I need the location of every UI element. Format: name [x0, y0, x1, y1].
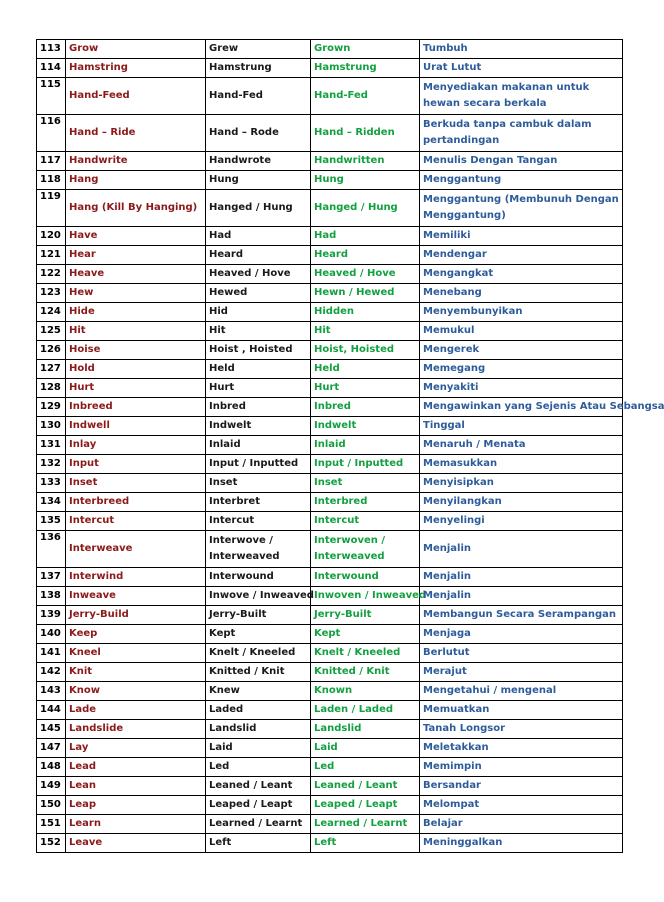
table-row — [37, 606, 623, 625]
row-number-cell: 142 — [37, 663, 66, 682]
meaning-cell: Mendengar — [420, 246, 623, 265]
past-participle-cell: Learned / Learnt — [311, 815, 420, 834]
past-participle-cell: Led — [311, 758, 420, 777]
base-form-cell: Leap — [66, 796, 206, 815]
table-row — [37, 190, 623, 227]
past-tense-cell: Hanged / Hung — [206, 190, 311, 227]
table-row — [37, 701, 623, 720]
meaning-cell: Berkuda tanpa cambuk dalam pertandingan — [420, 115, 623, 152]
table-row — [37, 360, 623, 379]
base-form-cell: Landslide — [66, 720, 206, 739]
past-participle-cell: Hit — [311, 322, 420, 341]
meaning-cell: Membangun Secara Serampangan — [420, 606, 623, 625]
row-number-cell: 138 — [37, 587, 66, 606]
meaning-cell: Menyilangkan — [420, 493, 623, 512]
row-number-cell: 136 — [37, 531, 66, 568]
past-tense-cell: Interwound — [206, 568, 311, 587]
base-form-cell: Lade — [66, 701, 206, 720]
meaning-cell: Menebang — [420, 284, 623, 303]
base-form-cell: Lay — [66, 739, 206, 758]
meaning-cell: Bersandar — [420, 777, 623, 796]
past-tense-cell: Heard — [206, 246, 311, 265]
meaning-cell: Menggantung — [420, 171, 623, 190]
meaning-cell: Memukul — [420, 322, 623, 341]
meaning-cell: Menggantung (Membunuh Dengan Menggantung) — [420, 190, 623, 227]
row-number-cell: 141 — [37, 644, 66, 663]
meaning-cell: Mengerek — [420, 341, 623, 360]
row-number-cell: 114 — [37, 59, 66, 78]
past-tense-cell: Hand-Fed — [206, 78, 311, 115]
row-number-cell: 132 — [37, 455, 66, 474]
base-form-cell: Indwell — [66, 417, 206, 436]
row-number-cell: 118 — [37, 171, 66, 190]
base-form-cell: Hurt — [66, 379, 206, 398]
past-participle-cell: Held — [311, 360, 420, 379]
past-tense-cell: Hung — [206, 171, 311, 190]
table-row — [37, 78, 623, 115]
table-row — [37, 59, 623, 78]
past-participle-cell: Hanged / Hung — [311, 190, 420, 227]
row-number-cell: 149 — [37, 777, 66, 796]
table-row — [37, 758, 623, 777]
past-participle-cell: Leaped / Leapt — [311, 796, 420, 815]
base-form-cell: Have — [66, 227, 206, 246]
meaning-cell: Merajut — [420, 663, 623, 682]
past-tense-cell: Inbred — [206, 398, 311, 417]
past-participle-cell: Hoist, Hoisted — [311, 341, 420, 360]
table-row — [37, 303, 623, 322]
row-number-cell: 126 — [37, 341, 66, 360]
past-participle-cell: Intercut — [311, 512, 420, 531]
base-form-cell: Hold — [66, 360, 206, 379]
past-tense-cell: Inlaid — [206, 436, 311, 455]
meaning-cell: Memasukkan — [420, 455, 623, 474]
base-form-cell: Leave — [66, 834, 206, 853]
row-number-cell: 116 — [37, 115, 66, 152]
past-participle-cell: Interbred — [311, 493, 420, 512]
past-participle-cell: Handwritten — [311, 152, 420, 171]
table-row — [37, 512, 623, 531]
past-participle-cell: Knitted / Knit — [311, 663, 420, 682]
past-participle-cell: Interwoven / Interweaved — [311, 531, 420, 568]
meaning-cell: Meletakkan — [420, 739, 623, 758]
past-tense-cell: Input / Inputted — [206, 455, 311, 474]
past-tense-cell: Hewed — [206, 284, 311, 303]
past-tense-cell: Hand – Rode — [206, 115, 311, 152]
base-form-cell: Hew — [66, 284, 206, 303]
past-tense-cell: Interwove / Interweaved — [206, 531, 311, 568]
past-tense-cell: Had — [206, 227, 311, 246]
row-number-cell: 152 — [37, 834, 66, 853]
base-form-cell: Inweave — [66, 587, 206, 606]
base-form-cell: Hoise — [66, 341, 206, 360]
past-tense-cell: Led — [206, 758, 311, 777]
table-row — [37, 777, 623, 796]
meaning-cell: Menyembunyikan — [420, 303, 623, 322]
row-number-cell: 134 — [37, 493, 66, 512]
past-tense-cell: Held — [206, 360, 311, 379]
base-form-cell: Knit — [66, 663, 206, 682]
base-form-cell: Learn — [66, 815, 206, 834]
base-form-cell: Hide — [66, 303, 206, 322]
past-participle-cell: Heaved / Hove — [311, 265, 420, 284]
base-form-cell: Hang — [66, 171, 206, 190]
past-participle-cell: Knelt / Kneeled — [311, 644, 420, 663]
past-participle-cell: Known — [311, 682, 420, 701]
base-form-cell: Inbreed — [66, 398, 206, 417]
meaning-cell: Berlutut — [420, 644, 623, 663]
meaning-cell: Mengawinkan yang Sejenis Atau Sebangsa — [420, 398, 623, 417]
table-row — [37, 625, 623, 644]
row-number-cell: 150 — [37, 796, 66, 815]
base-form-cell: Hear — [66, 246, 206, 265]
past-participle-cell: Indwelt — [311, 417, 420, 436]
base-form-cell: Kneel — [66, 644, 206, 663]
past-participle-cell: Grown — [311, 40, 420, 59]
past-tense-cell: Laid — [206, 739, 311, 758]
verbs-table-body — [37, 40, 664, 853]
past-participle-cell: Hung — [311, 171, 420, 190]
meaning-cell: Menyelingi — [420, 512, 623, 531]
meaning-cell: Menulis Dengan Tangan — [420, 152, 623, 171]
meaning-cell: Melompat — [420, 796, 623, 815]
meaning-cell: Menjalin — [420, 531, 623, 568]
past-participle-cell: Input / Inputted — [311, 455, 420, 474]
past-tense-cell: Leaned / Leant — [206, 777, 311, 796]
row-number-cell: 131 — [37, 436, 66, 455]
past-tense-cell: Kept — [206, 625, 311, 644]
row-number-cell: 133 — [37, 474, 66, 493]
row-number-cell: 148 — [37, 758, 66, 777]
row-number-cell: 121 — [37, 246, 66, 265]
row-number-cell: 117 — [37, 152, 66, 171]
table-row — [37, 436, 623, 455]
past-participle-cell: Hurt — [311, 379, 420, 398]
past-tense-cell: Intercut — [206, 512, 311, 531]
table-row — [37, 815, 623, 834]
meaning-cell: Memiliki — [420, 227, 623, 246]
past-tense-cell: Left — [206, 834, 311, 853]
table-row — [37, 644, 623, 663]
past-participle-cell: Inlaid — [311, 436, 420, 455]
past-participle-cell: Laden / Laded — [311, 701, 420, 720]
past-participle-cell: Inbred — [311, 398, 420, 417]
past-tense-cell: Hid — [206, 303, 311, 322]
base-form-cell: Hand-Feed — [66, 78, 206, 115]
row-number-cell: 145 — [37, 720, 66, 739]
table-row — [37, 663, 623, 682]
past-tense-cell: Knelt / Kneeled — [206, 644, 311, 663]
past-tense-cell: Knew — [206, 682, 311, 701]
row-number-cell: 151 — [37, 815, 66, 834]
past-participle-cell: Left — [311, 834, 420, 853]
past-tense-cell: Hoist , Hoisted — [206, 341, 311, 360]
past-participle-cell: Jerry-Built — [311, 606, 420, 625]
row-number-cell: 128 — [37, 379, 66, 398]
past-tense-cell: Inset — [206, 474, 311, 493]
base-form-cell: Input — [66, 455, 206, 474]
table-row — [37, 568, 623, 587]
meaning-cell: Memimpin — [420, 758, 623, 777]
table-row — [37, 796, 623, 815]
meaning-cell: Memegang — [420, 360, 623, 379]
past-participle-cell: Inset — [311, 474, 420, 493]
row-number-cell: 125 — [37, 322, 66, 341]
table-row — [37, 834, 623, 853]
past-tense-cell: Knitted / Knit — [206, 663, 311, 682]
row-number-cell: 115 — [37, 78, 66, 115]
table-row — [37, 115, 623, 152]
table-row — [37, 739, 623, 758]
row-number-cell: 122 — [37, 265, 66, 284]
past-participle-cell: Landslid — [311, 720, 420, 739]
past-tense-cell: Hit — [206, 322, 311, 341]
row-number-cell: 147 — [37, 739, 66, 758]
table-row — [37, 493, 623, 512]
past-tense-cell: Inwove / Inweaved — [206, 587, 311, 606]
table-row — [37, 587, 623, 606]
past-tense-cell: Hamstrung — [206, 59, 311, 78]
base-form-cell: Handwrite — [66, 152, 206, 171]
meaning-cell: Belajar — [420, 815, 623, 834]
table-row — [37, 227, 623, 246]
past-participle-cell: Leaned / Leant — [311, 777, 420, 796]
base-form-cell: Interbreed — [66, 493, 206, 512]
meaning-cell: Tanah Longsor — [420, 720, 623, 739]
row-number-cell: 130 — [37, 417, 66, 436]
past-tense-cell: Hurt — [206, 379, 311, 398]
past-participle-cell: Laid — [311, 739, 420, 758]
table-row — [37, 379, 623, 398]
base-form-cell: Inset — [66, 474, 206, 493]
meaning-cell: Urat Lutut — [420, 59, 623, 78]
meaning-cell: Menjalin — [420, 568, 623, 587]
meaning-cell: Memuatkan — [420, 701, 623, 720]
table-row — [37, 341, 623, 360]
meaning-cell: Tumbuh — [420, 40, 623, 59]
base-form-cell: Hamstring — [66, 59, 206, 78]
past-tense-cell: Interbret — [206, 493, 311, 512]
past-participle-cell: Kept — [311, 625, 420, 644]
base-form-cell: Hand – Ride — [66, 115, 206, 152]
past-tense-cell: Heaved / Hove — [206, 265, 311, 284]
past-tense-cell: Handwrote — [206, 152, 311, 171]
base-form-cell: Hit — [66, 322, 206, 341]
table-row — [37, 682, 623, 701]
row-number-cell: 113 — [37, 40, 66, 59]
past-participle-cell: Hidden — [311, 303, 420, 322]
row-number-cell: 137 — [37, 568, 66, 587]
row-number-cell: 123 — [37, 284, 66, 303]
row-number-cell: 129 — [37, 398, 66, 417]
row-number-cell: 135 — [37, 512, 66, 531]
meaning-cell: Menjaga — [420, 625, 623, 644]
irregular-verbs-table — [36, 39, 664, 853]
base-form-cell: Keep — [66, 625, 206, 644]
past-participle-cell: Hamstrung — [311, 59, 420, 78]
base-form-cell: Know — [66, 682, 206, 701]
past-tense-cell: Leaped / Leapt — [206, 796, 311, 815]
base-form-cell: Interwind — [66, 568, 206, 587]
table-row — [37, 720, 623, 739]
table-row — [37, 265, 623, 284]
past-participle-cell: Had — [311, 227, 420, 246]
row-number-cell: 124 — [37, 303, 66, 322]
table-row — [37, 284, 623, 303]
past-participle-cell: Inwoven / Inweaved — [311, 587, 420, 606]
table-row — [37, 171, 623, 190]
base-form-cell: Grow — [66, 40, 206, 59]
base-form-cell: Interweave — [66, 531, 206, 568]
past-tense-cell: Laded — [206, 701, 311, 720]
meaning-cell: Meninggalkan — [420, 834, 623, 853]
base-form-cell: Jerry-Build — [66, 606, 206, 625]
past-participle-cell: Interwound — [311, 568, 420, 587]
row-number-cell: 127 — [37, 360, 66, 379]
base-form-cell: Lead — [66, 758, 206, 777]
past-participle-cell: Hand-Fed — [311, 78, 420, 115]
table-row — [37, 531, 623, 568]
past-participle-cell: Heard — [311, 246, 420, 265]
meaning-cell: Menaruh / Menata — [420, 436, 623, 455]
table-row — [37, 152, 623, 171]
meaning-cell: Menyediakan makanan untuk hewan secara berkala — [420, 78, 623, 115]
meaning-cell: Mengangkat — [420, 265, 623, 284]
table-row — [37, 246, 623, 265]
row-number-cell: 140 — [37, 625, 66, 644]
meaning-cell: Menyisipkan — [420, 474, 623, 493]
row-number-cell: 143 — [37, 682, 66, 701]
base-form-cell: Heave — [66, 265, 206, 284]
row-number-cell: 120 — [37, 227, 66, 246]
base-form-cell: Inlay — [66, 436, 206, 455]
row-number-cell: 119 — [37, 190, 66, 227]
row-number-cell: 144 — [37, 701, 66, 720]
table-row — [37, 398, 623, 417]
table-row — [37, 474, 623, 493]
base-form-cell: Intercut — [66, 512, 206, 531]
meaning-cell: Mengetahui / mengenal — [420, 682, 623, 701]
table-row — [37, 322, 623, 341]
past-participle-cell: Hand – Ridden — [311, 115, 420, 152]
table-row — [37, 40, 623, 59]
past-tense-cell: Indwelt — [206, 417, 311, 436]
past-tense-cell: Learned / Learnt — [206, 815, 311, 834]
row-number-cell: 139 — [37, 606, 66, 625]
meaning-cell: Menyakiti — [420, 379, 623, 398]
base-form-cell: Hang (Kill By Hanging) — [66, 190, 206, 227]
past-tense-cell: Grew — [206, 40, 311, 59]
table-row — [37, 455, 623, 474]
past-tense-cell: Jerry-Built — [206, 606, 311, 625]
meaning-cell: Menjalin — [420, 587, 623, 606]
past-tense-cell: Landslid — [206, 720, 311, 739]
table-row — [37, 417, 623, 436]
meaning-cell: Tinggal — [420, 417, 623, 436]
base-form-cell: Lean — [66, 777, 206, 796]
past-participle-cell: Hewn / Hewed — [311, 284, 420, 303]
